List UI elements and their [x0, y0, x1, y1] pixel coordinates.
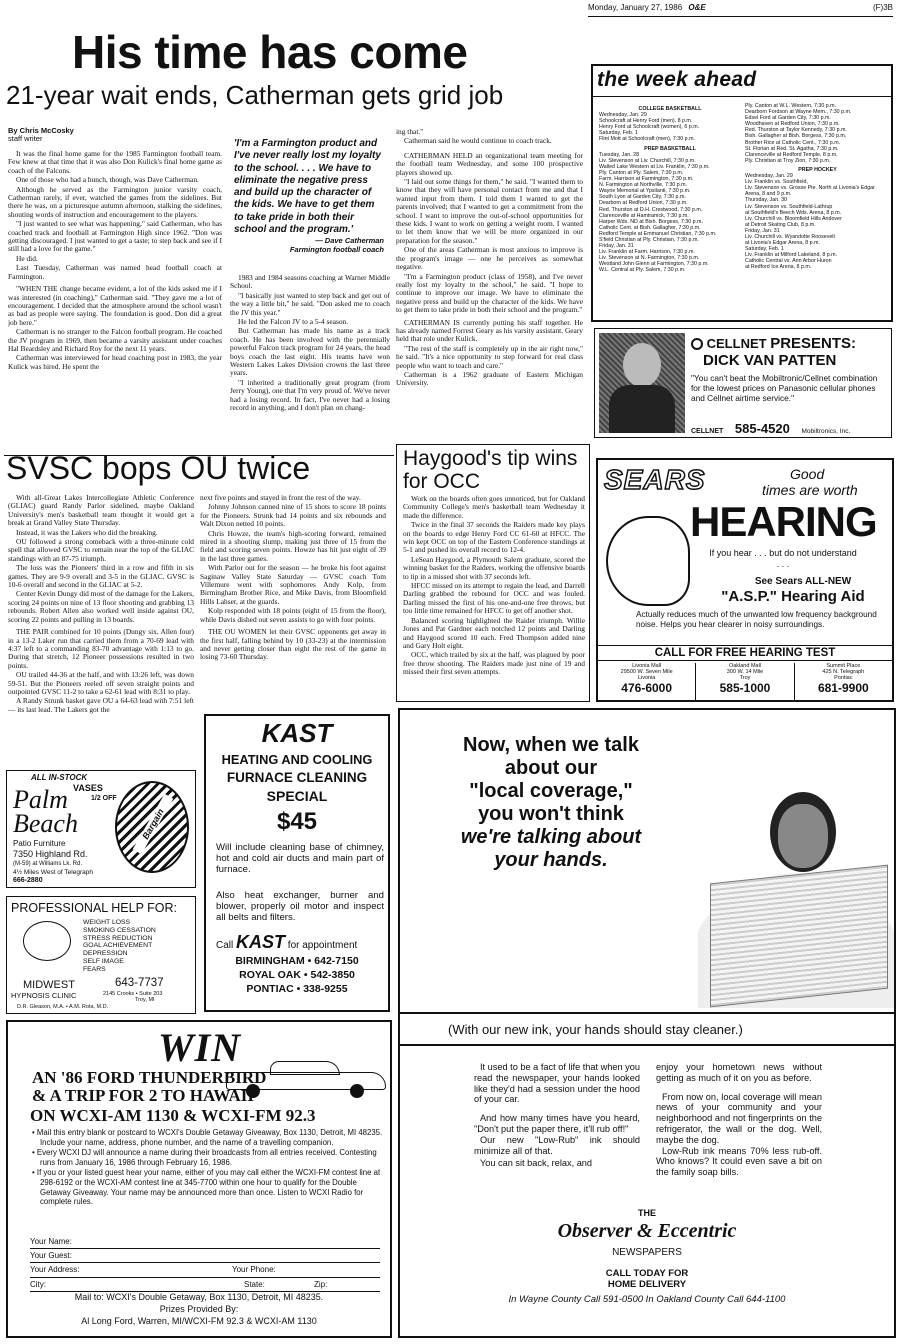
week-ahead-title: the week ahead [597, 68, 757, 91]
midwest-item: FEARS [83, 965, 106, 973]
paragraph: OU trailed 44-36 at the half, and with 13:26 left, was down 59-51. But the Pioneers reeled off seven straight points and outpointed GVSC 11-2 to take a 62-61 lead with 8:31 to play. [8, 670, 194, 696]
palm-sub: Patio Furniture [13, 839, 66, 848]
paragraph: Catherman was interviewed for head coaching post in 1983, the year Kulick was hired. He spent the [8, 353, 222, 371]
kast-heading-2: FURNACE CLEANING [226, 770, 368, 785]
schedule-item: Liv. Stevenson vs. Southfield-Lathrup [745, 203, 833, 210]
store-addr: 300 W. 14 Mile [726, 669, 764, 675]
subhead: 21-year wait ends, Catherman gets grid job [6, 80, 504, 110]
midwest-item: STRESS REDUCTION [83, 934, 153, 942]
schedule-item: Tuesday, Jan. 28 [599, 151, 640, 158]
paragraph: With all-Great Lakes Intercollegiate Athletic Conference (GLIAC) guard Randy Parlor sidelined, maybe Oakland University's men's basketball team thought it would get a break at Grand Valley State Thursday. [8, 494, 194, 528]
sears-logo: SEARS [604, 464, 706, 495]
entry-city-row[interactable]: City: State: Zip: [30, 1278, 380, 1292]
header-section: O&E [688, 3, 706, 12]
store-name: Livonia Mall [632, 663, 662, 669]
paragraph: 1983 and 1984 seasons coaching at Warner Middle School. [230, 274, 390, 291]
schedule-item: Clarenceville at Redford Temple, 8 p.m. [745, 151, 838, 158]
page-header [588, 3, 893, 15]
kast-ad [204, 714, 390, 1012]
paragraph: One of the areas Catherman is most anxious to improve is the program's image — one he perceives as somewhat negative. [396, 245, 583, 272]
kast-location: ROYAL OAK • 542-3850 [239, 969, 355, 981]
midwest-item: SELF IMAGE [83, 957, 124, 965]
schedule-item: Friday, Jan. 31 [745, 227, 780, 234]
paragraph: Catherman said he would continue to coach track. [404, 136, 552, 146]
schedule-item: Redford Temple at Emmanuel Christian, 7:30 p.m. [599, 230, 717, 237]
sears-line-2: See Sears ALL-NEW [754, 576, 852, 587]
schedule-item: Liv. Stevenson at Liv. Churchill, 7:30 p.m. [599, 157, 696, 164]
schedule-item: Friday, Jan. 31 [599, 243, 634, 250]
schedule-item: S'field Christian at Ply. Christian, 7:30 p.m. [599, 236, 699, 243]
svsc-headline: SVSC bops OU twice [6, 450, 311, 486]
header-date: Monday, January 27, 1986 [588, 3, 683, 12]
paragraph: "I basically just wanted to step back and get out of the way a little bit," he said. "Don asked me to coach the JV this year." [230, 290, 390, 317]
paragraph: "The rest of the staff is completely up in the air right now," he said. "It's a nice opportunity to step forward for real class people who want to teach and care." [396, 343, 583, 370]
occ-body [403, 495, 585, 701]
schedule-item: Dearborn Fordson at Wayne Mem., 7:30 p.m. [745, 109, 852, 116]
oe-call-2: HOME DELIVERY [607, 1279, 687, 1290]
midwest-city: Troy, MI [135, 997, 155, 1003]
paragraph: OCC, which trailed by six at the half, was plagued by poor free throw shooting. The Raiders made just nine of 19 and missed their first seven attempts. [403, 650, 585, 677]
photo-dick-van-patten [599, 333, 685, 433]
palm-badge: Bargain [115, 781, 189, 873]
paragraph: THE PAIR combined for 10 points (Dungy six, Allen four) in a 13-2 Laker run that carried them from a 70-69 lead with 4:37 left to a commanding 83-70 advantage with 1:13 to go. During that stretch, 12 Pioneer possessions resulted in two points. [8, 627, 194, 670]
schedule-item: Saturday, Feb. 1 [599, 130, 638, 137]
paragraph: Center Kevin Dungy did most of the damage for the Lakers, scoring 24 points on nine of 13 floor shooting and grabbing 13 rebounds. Robert Allen also worked well inside against OU, scoring 22 points and pulling in 13 boards. [8, 589, 194, 624]
palm-vases: VASES [73, 783, 103, 793]
sears-tagline-2: times are worth [762, 482, 858, 498]
cellnet-logo-icon [691, 338, 703, 350]
paragraph: Although he served as the Farmington junior varsity coach, Catherman rarely, if ever, watched the games from the sidelines. But there he was, on a picturesque autumn afternoon, stalking the sidelines, shouting words of instruction and encouragement to the players. [8, 184, 222, 219]
cellnet-phone: 585-4520 [734, 421, 790, 436]
midwest-item: SMOKING CESSATION [83, 926, 156, 934]
page-title: His time has come [72, 28, 468, 78]
oe-papers: NEWSPAPERS [612, 1247, 682, 1258]
svsc-col-1 [8, 494, 194, 766]
midwest-item: WEIGHT LOSS [83, 919, 131, 926]
schedule-item: Ply. Christian at Troy Zion, 7:30 p.m. [745, 157, 831, 164]
palm-beach-ad [6, 770, 196, 888]
palm-top: ALL IN-STOCK [31, 773, 88, 782]
pull-quote [234, 138, 384, 266]
schedule-item: W.L. Central at Ply. Salem, 7:30 p.m. [599, 267, 686, 274]
palm-name-2: Beach [13, 809, 78, 838]
midwest-item: DEPRESSION [83, 950, 128, 958]
midwest-ad [6, 896, 196, 1014]
schedule-item: Ply. Canton at Ply. Salem, 7:30 p.m. [599, 169, 684, 176]
paragraph: "WHEN THE change became evident, a lot of the kids asked me if I was interested (in coaching)," Catherman said. "They gave me a lot of encouragement. I decided that the atmosphere around the school wasn't as bad as people were saying. The foundation is good. Don did a great job here." [8, 284, 222, 327]
week-left-col [599, 103, 741, 321]
palm-cross: (M-59) at Williams Lk. Rd. [13, 861, 83, 867]
cellnet-logo: CELLNET PRESENTS: [691, 335, 856, 352]
store-name: Oakland Mall [728, 663, 762, 669]
main-col-2 [230, 274, 390, 452]
main-col-3 [396, 128, 583, 452]
paragraph: He led the Falcon JV to a 5-4 season. [238, 317, 349, 327]
paragraph: "I'm a Farmington product (class of 1958), and I've never really lost my loyalty to the school," he said. "I hope to continue to improve our image. We have to eliminate the negative press and build up the character of the kids. We have to get them to take pride in both their school and the program." [396, 271, 583, 315]
schedule-item: Wayne Memorial at Ypsilanti, 7:30 p.m. [599, 188, 691, 195]
midwest-addr: 2145 Crooks • Suite 203 [103, 991, 163, 997]
win-heading-4: ON WCXI-AM 1130 & WCXI-FM 92.3 [30, 1106, 316, 1125]
win-bullet: • Mail this entry blank or postcard to WCXI's Double Getaway Giveaway, Box 1130, Detroit, MI 48235. Include your name, address, phone number, and the name of a travelling companion. [32, 1128, 383, 1147]
cellnet-name: DICK VAN PATTEN [703, 352, 837, 369]
paragraph: "I laid out some things for them," he said. "I wanted them to know that they will have personal contact from me and that I wanted input from them. I told them I wanted to get the parents involved; that I wanted to get a commitment from the school. I want to improve the out-of-school opportunities for these kids. I want to work on getting a weight room. I wanted to let them know that we will be more organized in our preparation for the season." [396, 177, 583, 245]
newspaper-reader-photo [698, 786, 894, 1008]
paragraph: But Catherman has made his name as a track coach. He has been involved with the perennially powerful Falcon track program for 24 years, the head boys coach the last eight. His teams have won Western Lakes Lakes Division crowns the last three years. [230, 326, 390, 378]
palm-off: 1/2 OFF [91, 795, 117, 802]
midwest-items [83, 919, 156, 974]
schedule-item: Liv. Stevenson at N. Farmington, 7:30 p.m. [599, 255, 700, 262]
kast-heading-1: HEATING AND COOLING [221, 752, 373, 767]
paragraph: Instead, it was the Lakers who did the breaking. [16, 527, 158, 537]
entry-name-row[interactable]: Your Name: [30, 1235, 380, 1249]
schedule-item: Wednesday, Jan. 29 [599, 112, 647, 119]
sears-headline: HEARING [690, 498, 877, 545]
schedule-item: Red. Thurston at D.H. Crestwood, 7:30 p.m. [599, 206, 703, 213]
pull-quote-text: 'I'm a Farmington product and I've never really lost my loyalty to the school. . . . We have to eliminate the negative press and build up the character of the kids. We have to get them to take pride in both their school and the program.' [234, 138, 381, 236]
store-phone: 585-1000 [719, 681, 771, 695]
pull-quote-attrib: — Dave Catherman [315, 236, 384, 246]
schedule-item: Westland John Glenn at Farmington, 7:30 p.m. [599, 261, 709, 268]
sears-line-3: "A.S.P." Hearing Aid [721, 588, 865, 605]
sears-tagline-1: Good [790, 466, 825, 482]
midwest-title: PROFESSIONAL HELP FOR: [11, 901, 178, 915]
schedule-item: Liv. Franklin at Milford Lakeland, 8 p.m. [745, 252, 838, 259]
palm-phone: 666-2880 [13, 877, 43, 884]
schedule-item: Thursday, Jan. 30 [745, 197, 788, 204]
win-heading-3: & A TRIP FOR 2 TO HAWAII [32, 1086, 255, 1105]
midwest-doctors: D.R. Gleason, M.A. • A.M. Rota, M.D. [17, 1004, 109, 1010]
store-addr: 425 N. Telegraph [822, 669, 865, 675]
schedule-item: Liv. Franklin at Farm. Harrison, 7:30 p.m. [599, 249, 695, 256]
schedule-item: Liv. Stevenson vs. Grosse Pte. North at Livonia's Edgar Arena, 8 and 9 p.m. [745, 185, 875, 198]
schedule-item: Clarenceville at Hamtramck, 7:30 p.m. [599, 212, 689, 219]
sears-store [696, 663, 794, 701]
cellnet-ad [594, 328, 892, 438]
kast-heading-3: SPECIAL [266, 788, 328, 804]
sears-store [598, 663, 696, 701]
paragraph: "I inherited a traditionally great program (from Jerry Young), one that I'm very proud of. We've never had a losing record. In fact, I've never had a losing record in anything, and I don't plan on chang- [230, 377, 390, 413]
schedule-item: at Livonia's Edgar Arena, 8 p.m. [745, 240, 820, 247]
entry-address-row[interactable]: Your Address: Your Phone: [30, 1263, 380, 1277]
schedule-item: Schoolcraft at Henry Ford (men), 8 p.m. [599, 118, 693, 125]
sears-store [795, 663, 892, 701]
store-name: Summit Place [826, 663, 861, 669]
schedule-item: Bish. Gallagher at Bish. Borgess, 7:30 p.m. [745, 133, 847, 140]
schedule-item: Ply. Canton at W.L. Western, 7:30 p.m. [745, 103, 837, 109]
kast-call: Call KAST for appointment [216, 932, 358, 952]
paragraph: Balanced scoring highlighted the Raider triumph. Willie Jones and Pat Gardner each notched 12 points and Darling and Haygood scored 10 each. Fred Thompson added nine and Gary Holt eight. [403, 615, 585, 650]
oe-col-2: enjoy your hometown news without getting as much of it on you as before. From now on, local coverage will mean news of your community and your neighborhood and not fingerprints on the refrigerator, the wall or the dog. Well, maybe the dog. Low-Rub ink means 70% less rub-off. Who knows? It could even save a bit on the family soap bills. [656, 1062, 822, 1178]
oe-col-1: It used to be a fact of life that when you read the newspaper, your hands looked like they'd had a session under the hood of your car. And how many times have you heard, "Don't put the paper there, it'll rub off!" Our new "Low-Rub" ink should minimize all of that. You can sit back, relax, and [474, 1062, 640, 1169]
kast-logo: KAST [261, 718, 333, 748]
schedule-item: Henry Ford at Schoolcraft (women), 6 p.m. [599, 124, 700, 131]
paragraph: Work on the boards often goes unnoticed, but for Oakland Community College's men's basketball team Wednesday it made the difference. [403, 494, 585, 520]
schedule-item: South Lyon at Garden City, 7:30 p.m. [599, 194, 686, 201]
sears-stores [598, 663, 892, 701]
paragraph: Chris Howze, the team's high-scoring forward, remained mired in a shooting slump, making just three of 15 from the field and scoring seven points. Howze has hit just eight of 39 in the last three games. [200, 528, 386, 563]
kast-locations [206, 954, 388, 996]
main-col-1 [8, 150, 222, 450]
kast-body-2: Also heat exchanger, burner and blower, properly oil motor and inspect all belts and filters. [216, 890, 384, 924]
byline-name: By Chris McCosky [8, 127, 74, 135]
midwest-name-1: MIDWEST [23, 979, 75, 991]
entry-guest-row[interactable]: Your Guest: [30, 1249, 380, 1263]
sears-line-1: If you hear . . . but do not understand . . . [709, 548, 857, 569]
paragraph: next five points and stayed in front the rest of the way. [200, 494, 361, 502]
ear-illustration [606, 516, 690, 606]
sears-ad [596, 458, 894, 702]
occ-story-box [396, 444, 590, 702]
midwest-name-2: HYPNOSIS CLINIC [11, 991, 77, 1000]
win-heading-2: AN '86 FORD THUNDERBIRD [32, 1068, 267, 1087]
win-dealer: Al Long Ford, Warren, MI/WCXI-FM 92.3 & WCXI-AM 1130 [81, 1316, 317, 1326]
pull-quote-attrib-role: Farmington football coach [289, 245, 384, 255]
schedule-item: at Redford Ice Arena, 8 p.m. [745, 264, 812, 271]
week-right-col [745, 103, 890, 321]
schedule-heading: PREP BASKETBALL [644, 145, 696, 152]
sears-line-4: Actually reduces much of the unwanted low frequency background noise. Helps you hear clearer in noisy surroundings. [636, 610, 877, 629]
oe-the: THE [638, 1208, 656, 1218]
schedule-item: St. Florian at Red. St. Agatha, 7:30 p.m. [745, 145, 839, 152]
palm-name-1: Palm [13, 785, 68, 814]
schedule-item: Catholic Central vs. Ann Arbor Huron [745, 258, 832, 265]
store-addr: 29500 W. Seven Mile [620, 669, 673, 675]
midwest-item: GOAL ACHIEVEMENT [83, 942, 153, 950]
sears-cta: CALL FOR FREE HEARING TEST [598, 645, 892, 661]
svsc-col-2 [200, 494, 386, 712]
paragraph: Twice in the final 37 seconds the Raiders made key plays on the boards to edge Henry Ford CC 61-60 at HFCC. The win kept OCC on top of the Eastern Conference standings at 5-1 and pushed its overall record to 12-4. [403, 520, 585, 555]
schedule-item: N. Farmington at Northville, 7:30 p.m. [599, 182, 688, 189]
paragraph: Catherman is a 1962 graduate of Eastern Michigan University. [396, 369, 583, 388]
occ-headline: Haygood's tip wins for OCC [403, 447, 578, 493]
cellnet-sponsor: Mobiltronics, Inc. [801, 428, 851, 435]
byline [8, 127, 188, 147]
midwest-logo [23, 921, 71, 961]
entry-form [30, 1235, 380, 1292]
oe-tag: (With our new ink, your hands should stay cleaner.) [448, 1022, 743, 1037]
oe-brand: Observer & Eccentric [557, 1220, 737, 1242]
schedule-item: Wednesday, Jan. 29 [745, 173, 793, 180]
store-city: Livonia [637, 675, 656, 681]
store-phone: 476-6000 [621, 681, 673, 695]
palm-addr: 7350 Highland Rd. [13, 849, 88, 859]
win-mail: Mail to: WCXI's Double Getaway, Box 1130, Detroit, MI 48235. [74, 1292, 324, 1302]
wcxi-contest-ad [6, 1020, 392, 1338]
schedule-item: Farm. Harrison at Farmington, 7:30 p.m. [599, 176, 694, 183]
paragraph: Last Tuesday, Catherman was named head football coach at Farmington. [8, 263, 222, 281]
schedule-item: Red. Thurston at Taylor Kennedy, 7:30 p.m. [745, 127, 847, 134]
oe-call-1: CALL TODAY FOR [605, 1268, 689, 1279]
schedule-item: at Southfield's Beech Wds. Arena, 8 p.m. [745, 209, 842, 216]
schedule-item: at Detroit Skating Club, 8 p.m. [745, 221, 816, 228]
paragraph: The loss was the Pioneers' third in a row and fifth in six games. They are 9-9 overall and 3-5 in the GLIAC. GVSC is 10-6 overall and second in the GLIAC at 5-2. [8, 563, 194, 590]
paragraph: CATHERMAN HELD an organizational team meeting for the football team Wednesday, and some 100 prospective players showed up. [396, 150, 583, 177]
schedule-item: Brother Rice at Catholic Cent., 7:30 p.m. [745, 139, 841, 146]
cellnet-footer: CELLNET 585-4520 Mobiltronics, Inc. [691, 421, 851, 436]
schedule-item: Walled Lake Western at Liv. Franklin, 7:30 p.m. [599, 163, 710, 170]
paragraph: OU followed a strong comeback with a three-minute cold spell that allowed GVSC to remain near the top of the GLIAC standings with an 87-75 triumph. [8, 537, 194, 563]
paragraph: "I just wanted to see what was happening," said Catherman, who has coached track and football at Farmington High since 1962. "Don was getting discouraged. I just wanted to get a taste; to step back and see if I still had a love for the game." [8, 219, 222, 254]
paragraph: LeSean Haygood, a Plymouth Salem graduate, scored the winning basket for the Raiders, working the offensive boards to tip in a missed shot with 37 seconds left. [403, 554, 585, 581]
schedule-item: Saturday, Feb. 1 [745, 246, 784, 253]
palm-miles: 4½ Miles West of Telegraph [13, 869, 93, 876]
win-prizes: Prizes Provided By: [159, 1304, 239, 1314]
paragraph: A Randy Strunk basket gave OU a 64-63 lead with 7:51 left — its last lead. The Lakers got the [8, 696, 194, 714]
store-city: Troy [739, 675, 751, 681]
header-page: (F)3B [873, 3, 893, 12]
schedule-item: Flint Mott at Schoolcraft (men), 7:30 p.m. [599, 136, 695, 143]
paragraph: HFCC missed on its attempt to regain the lead, and Darrell Darling grabbed the rebound for OCC and was fouled. Darling missed the first of his one-and-one free throws, but too little time remained for HFCC to get off another shot. [403, 581, 585, 616]
paragraph: Johnny Johnson canned nine of 15 shots to score 18 points for the Pioneers. Strunk had 14 points and six rebounds and Walt Dixon netted 10 points. [200, 502, 386, 529]
oe-heading: Now, when we talk about our "local coverage," you won't think we're talking about your hands. [460, 734, 642, 871]
paragraph: One of those who had a hunch, though, was Dave Catherman. [16, 175, 199, 185]
schedule-heading: COLLEGE BASKETBALL [638, 106, 702, 112]
schedule-item: Edsel Ford at Garden City, 7:30 p.m. [745, 115, 831, 122]
win-bullets [32, 1128, 384, 1208]
week-ahead-box [591, 64, 893, 322]
paragraph: Catherman is no stranger to the Falcon football program. He coached the JV program in 1969, then became a varsity assistant under coaches Hal Beardsley and Richard Roy for the next 11 years. [8, 327, 222, 353]
schedule-item: Liv. Churchill vs. Wyandotte Roosevelt [745, 233, 835, 240]
paragraph: THE OU WOMEN let their GVSC opponents get away in the first half, falling behind by 10 (33-23) at the intermission and never getting closer than eight the rest of the game in losing 73-60 Thursday. [200, 627, 386, 662]
paragraph: Kolp responded with 18 points (eight of 15 from the floor), while Davis dished out seven assists to go with four points. [200, 606, 386, 624]
oe-ad [398, 708, 896, 1338]
midwest-phone: 643-7737 [115, 977, 164, 989]
kast-location: PONTIAC • 338-9255 [246, 983, 348, 995]
schedule-item: Dearborn at Redford Union, 7:30 p.m. [599, 200, 688, 207]
store-city: Pontiac [834, 675, 853, 681]
paragraph: With Parlor out for the season — he broke his foot against Saginaw Valley State Saturday — GVSC coach Tom Villemure went with sophomores Andy Kolp, from Birmingham Brother Rice, and Mike Davis, from Bloomfield Hills Lahser, at the guards. [200, 563, 386, 606]
schedule-item: Harper Wds. ND at Bish. Borgess, 7:30 p.m. [599, 218, 703, 225]
byline-role: staff writer [8, 134, 43, 143]
schedule-item: Liv. Franklin vs. Southfield, [745, 179, 808, 186]
win-heading: WIN [158, 1025, 242, 1070]
kast-body-1: Will include cleaning base of chimney, hot and cold air ducts and main part of furnace. [216, 842, 384, 876]
kast-location: BIRMINGHAM • 642-7150 [235, 955, 359, 967]
paragraph: He did. [16, 253, 38, 263]
paragraph: CATHERMAN IS currently putting his staff together. He has already named Forrest Geary as his varsity assistant. Geary held that role under Kulick. [396, 317, 583, 344]
schedule-item: Woodhaven at Redford Union, 7:30 p.m. [745, 121, 840, 128]
cellnet-body: "You can't beat the Mobiltronic/Cellnet combination for the lowest prices on Panasonic cellular phones and Cellnet airtime service." [691, 373, 878, 403]
schedule-item: Liv. Churchill vs. Bloomfield Hills Andover [745, 215, 842, 222]
kast-price: $45 [276, 808, 318, 835]
schedule-item: Catholic Cent. at Bish. Gallagher, 7:30 p.m. [599, 224, 701, 231]
paragraph: ing that." [396, 128, 424, 136]
win-bullet: • If you or your listed guest hear your name, either of you may call either the WCXI-FM contest line at 298-6192 or the WCXI-AM contest line at 345-7700 within one hour to qualify for the Double Getaway Giveaway. Your name may be announced more than once. Listen to WCXI Radio for complete rules. [32, 1168, 381, 1207]
schedule-heading: PREP HOCKEY [798, 166, 837, 173]
paragraph: It was the final home game for the 1985 Farmington football team. Few knew at that time that it was also Don Kulick's final home game as coach of the Falcons. [8, 150, 222, 175]
oe-footer: In Wayne County Call 591-0500 In Oakland County Call 644-1100 [508, 1294, 786, 1305]
win-bullet: • Every WCXI DJ will announce a name during their broadcasts from all entries received. Contesting runs from January 16, 1986 through February 16, 1986. [32, 1148, 377, 1167]
store-phone: 681-9900 [817, 681, 869, 695]
